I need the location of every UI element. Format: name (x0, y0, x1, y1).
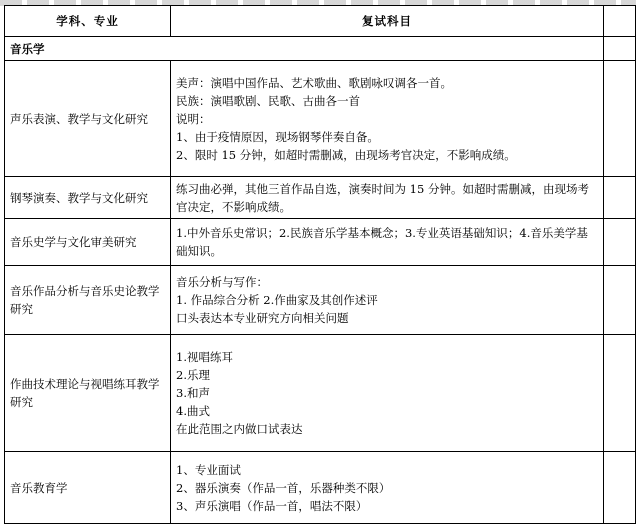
section-row (5, 37, 636, 61)
major-name: 作曲技术理论与视唱练耳教学研究 (5, 335, 171, 452)
subject-line: 1、专业面试 (176, 462, 241, 477)
section-title: 音乐学 (5, 37, 604, 61)
table-row (5, 219, 636, 266)
table-row (5, 266, 636, 335)
subject-line: 2、器乐演奏（作品一首，乐器种类不限） (176, 480, 391, 495)
extra-cell (604, 177, 636, 219)
header-major: 学科、专业 (5, 6, 171, 37)
extra-cell (604, 37, 636, 61)
subject-line: 美声：演唱中国作品、艺术歌曲、歌剧咏叹调各一首。 (176, 75, 452, 90)
subject-cell: 1.中外音乐史常识；2.民族音乐学基本概念；3.专业英语基础知识；4.音乐美学基础知识。 (171, 219, 604, 266)
subject-line: 1. 作品综合分析 2.作曲家及其创作述评 (176, 293, 378, 307)
extra-cell (604, 335, 636, 452)
retest-subjects-table (4, 5, 636, 524)
major-name: 音乐史学与文化审美研究 (5, 219, 171, 266)
subject-line: 3.和声 (176, 386, 210, 400)
subject-cell (171, 266, 604, 335)
major-name: 音乐作品分析与音乐史论教学研究 (5, 266, 171, 335)
subject-line: 口头表达本专业研究方向相关问题 (176, 311, 349, 325)
subject-line: 在此范围之内做口试表达 (176, 422, 303, 436)
subject-line: 民族：演唱歌剧、民歌、古曲各一首 (176, 93, 360, 108)
subject-line: 3、声乐演唱（作品一首，唱法不限） (176, 498, 368, 513)
subject-line: 说明： (176, 111, 211, 126)
extra-cell (604, 452, 636, 524)
extra-cell (604, 266, 636, 335)
subject-cell (171, 452, 604, 524)
subject-line: 4.曲式 (176, 404, 210, 418)
subject-line: 1、由于疫情原因，现场钢琴伴奏自备。 (176, 129, 379, 144)
major-name: 钢琴演奏、教学与文化研究 (5, 177, 171, 219)
major-name: 音乐教育学 (5, 452, 171, 524)
table-row (5, 452, 636, 524)
table-row (5, 61, 636, 177)
subject-line: 2.乐理 (176, 368, 210, 382)
extra-cell (604, 219, 636, 266)
extra-cell (604, 61, 636, 177)
table-header-row (5, 6, 636, 37)
header-subjects: 复试科目 (171, 6, 604, 37)
subject-cell (171, 335, 604, 452)
subject-line: 2、限时 15 分钟，如超时需删减，由现场考官决定，不影响成绩。 (176, 147, 516, 162)
table-row (5, 335, 636, 452)
header-extra-cell (604, 6, 636, 37)
subject-line: 音乐分析与写作： (176, 275, 268, 289)
subject-line: 1.视唱练耳 (176, 350, 233, 364)
subject-cell (171, 61, 604, 177)
major-name: 声乐表演、教学与文化研究 (5, 61, 171, 177)
table-row (5, 177, 636, 219)
subject-cell: 练习曲必弹，其他三首作品自选，演奏时间为 15 分钟。如超时需删减，由现场考官决定，不影响成绩。 (171, 177, 604, 219)
